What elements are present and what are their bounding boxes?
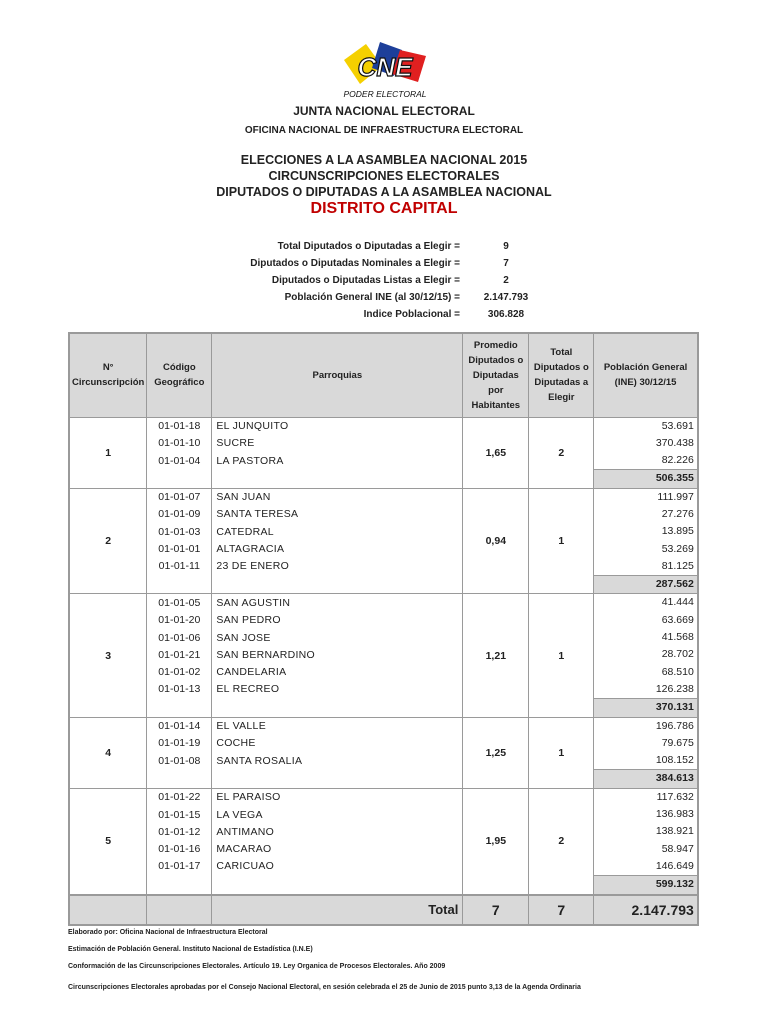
- geo-code: 01-01-06: [158, 631, 201, 644]
- stat-row: [150, 289, 550, 306]
- codes-cell: [147, 594, 212, 717]
- parroquia-population: 28.702: [661, 648, 694, 661]
- subtotal-population: 370.131: [594, 698, 697, 716]
- geo-code: 01-01-13: [158, 683, 201, 696]
- parroquia-name: LA VEGA: [216, 808, 263, 821]
- parroquia-population: 68.510: [661, 665, 694, 678]
- parroquia-population: 82.226: [661, 454, 694, 467]
- geo-code: 01-01-07: [158, 491, 201, 504]
- parroquia-population: 117.632: [656, 790, 694, 803]
- parroquia-name: EL JUNQUITO: [216, 420, 289, 432]
- promedio-value: 1,95: [463, 788, 529, 894]
- subtotal-population: 506.355: [594, 469, 697, 487]
- stat-value: 306.828: [487, 309, 525, 320]
- spacer: [212, 470, 462, 487]
- geo-code: 01-01-05: [158, 596, 201, 609]
- spacer: [212, 770, 462, 787]
- stat-label: Diputados o Diputadas Listas a Elegir =: [271, 275, 460, 286]
- geo-code: 01-01-20: [158, 614, 201, 627]
- geo-code: 01-01-08: [158, 754, 201, 767]
- parroquia-population: 41.444: [661, 596, 694, 609]
- parroquias-cell: [212, 788, 463, 894]
- header-promedio: Promedio Diputados o Diputadas por Habitantes: [463, 333, 529, 417]
- subtotal-population: 287.562: [594, 575, 697, 593]
- parroquia-population: 370.438: [655, 436, 694, 449]
- header-total: Total Diputados o Diputadas a Elegir: [529, 333, 594, 417]
- total-prom: 7: [463, 895, 529, 925]
- deputies-title: DIPUTADOS O DIPUTADAS A LA ASAMBLEA NACIONAL: [216, 185, 552, 199]
- parroquia-name: COCHE: [216, 737, 256, 750]
- parroquia-name: SANTA TERESA: [216, 508, 299, 521]
- deputies-value: 1: [529, 594, 594, 717]
- parroquia-population: 41.568: [661, 631, 694, 644]
- parroquia-population: 136.983: [655, 808, 694, 821]
- geo-code: 01-01-12: [158, 825, 201, 838]
- parroquia-population: 13.895: [661, 525, 694, 538]
- logo-text: CNE: [357, 52, 413, 82]
- codes-cell: [147, 417, 212, 488]
- parroquia-population: 81.125: [661, 559, 694, 572]
- parroquia-name: CANDELARIA: [216, 666, 287, 679]
- deputies-value: 1: [529, 717, 594, 788]
- district-title: DISTRITO CAPITAL: [310, 200, 458, 217]
- deputies-value: 2: [529, 417, 594, 488]
- stat-row: [150, 255, 550, 272]
- parroquia-name: SAN JOSE: [216, 631, 271, 644]
- geo-code: 01-01-18: [158, 420, 201, 432]
- parroquia-population: 27.276: [661, 507, 694, 520]
- circumscriptions-table: [68, 332, 699, 926]
- circ-number: 2: [69, 488, 147, 594]
- parroquia-name: ALTAGRACIA: [216, 543, 285, 556]
- total-population: 2.147.793: [594, 895, 698, 925]
- stat-value: 2.147.793: [483, 292, 529, 303]
- population-cell: [594, 488, 698, 594]
- promedio-value: 0,94: [463, 488, 529, 594]
- stat-label: Diputados o Diputadas Nominales a Elegir =: [250, 258, 460, 269]
- circ-number: 5: [69, 788, 147, 894]
- spacer: [147, 699, 211, 716]
- parroquia-population: 53.691: [661, 419, 694, 432]
- stat-row: [150, 238, 550, 255]
- office-title: OFICINA NACIONAL DE INFRAESTRUCTURA ELECTORAL: [244, 125, 524, 136]
- circ-group-row: [69, 788, 698, 894]
- header-code: Código Geográfico: [147, 333, 212, 417]
- total-row: [69, 895, 698, 925]
- parroquia-population: 146.649: [655, 859, 694, 872]
- codes-cell: [147, 717, 212, 788]
- parroquia-name: SANTA ROSALIA: [216, 754, 303, 767]
- parroquias-cell: [212, 417, 463, 488]
- total-label: Total: [212, 895, 463, 925]
- promedio-value: 1,21: [463, 594, 529, 717]
- population-cell: [594, 417, 698, 488]
- geo-code: 01-01-01: [158, 543, 201, 556]
- header-population: Población General (INE) 30/12/15: [594, 333, 698, 417]
- parroquia-population: 196.786: [655, 719, 694, 732]
- parroquias-cell: [212, 594, 463, 717]
- circ-title: CIRCUNSCRIPCIONES ELECTORALES: [268, 169, 500, 183]
- parroquia-name: 23 DE ENERO: [216, 560, 290, 573]
- geo-code: 01-01-11: [158, 560, 200, 573]
- spacer: [212, 576, 462, 593]
- subtotal-population: 599.132: [594, 875, 697, 893]
- parroquia-name: EL RECREO: [216, 683, 280, 696]
- parroquia-name: SAN JUAN: [216, 491, 271, 504]
- subtotal-population: 384.613: [594, 769, 697, 787]
- geo-code: 01-01-15: [158, 808, 201, 821]
- circ-group-row: [69, 488, 698, 594]
- geo-code: 01-01-14: [158, 720, 201, 733]
- circ-group-row: [69, 717, 698, 788]
- promedio-value: 1,25: [463, 717, 529, 788]
- spacer: [147, 876, 211, 893]
- summary-stats: [150, 238, 550, 323]
- parroquia-name: EL VALLE: [216, 720, 266, 733]
- geo-code: 01-01-17: [158, 860, 201, 873]
- circ-number: 4: [69, 717, 147, 788]
- circ-number: 1: [69, 417, 147, 488]
- codes-cell: [147, 488, 212, 594]
- population-cell: [594, 594, 698, 717]
- total-empty: [69, 895, 147, 925]
- stat-row: [150, 272, 550, 289]
- stat-label: Total Diputados o Diputadas a Elegir =: [277, 241, 460, 252]
- note-elaborado: Elaborado por: Oficina Nacional de Infraestructura Electoral: [68, 929, 268, 936]
- parroquia-name: LA PASTORA: [216, 454, 284, 467]
- header-circ: N° Circunscripción: [69, 333, 147, 417]
- geo-code: 01-01-19: [158, 737, 201, 750]
- total-empty: [147, 895, 212, 925]
- parroquia-name: EL PARAISO: [216, 791, 281, 804]
- total-deputies: 7: [529, 895, 594, 925]
- stat-value: 7: [503, 258, 509, 269]
- stat-row: [150, 306, 550, 323]
- spacer: [147, 770, 211, 787]
- geo-code: 01-01-02: [158, 666, 201, 679]
- population-cell: [594, 717, 698, 788]
- org-title: JUNTA NACIONAL ELECTORAL: [293, 104, 475, 118]
- deputies-value: 1: [529, 488, 594, 594]
- geo-code: 01-01-16: [158, 843, 201, 856]
- geo-code: 01-01-10: [158, 437, 201, 450]
- spacer: [212, 876, 462, 893]
- election-title: ELECCIONES A LA ASAMBLEA NACIONAL 2015: [240, 153, 528, 167]
- parroquia-population: 108.152: [655, 754, 694, 767]
- parroquia-population: 53.269: [661, 542, 694, 555]
- geo-code: 01-01-04: [158, 454, 201, 467]
- parroquias-cell: [212, 717, 463, 788]
- parroquia-name: SAN BERNARDINO: [216, 648, 316, 661]
- note-conformacion: Conformación de las Circunscripciones Electorales. Artículo 19. Ley Organica de Procesos Electorales. Año 2009: [68, 963, 446, 970]
- parroquia-name: ANTIMANO: [216, 825, 275, 838]
- stat-label: Población General INE (al 30/12/15) =: [284, 292, 460, 303]
- circ-group-row: [69, 417, 698, 488]
- parroquia-population: 126.238: [655, 682, 694, 695]
- geo-code: 01-01-22: [158, 791, 201, 804]
- spacer: [147, 576, 211, 593]
- parroquia-name: MACARAO: [216, 843, 272, 856]
- deputies-value: 2: [529, 788, 594, 894]
- geo-code: 01-01-03: [158, 525, 201, 538]
- geo-code: 01-01-21: [158, 648, 201, 661]
- stat-value: 9: [503, 241, 509, 252]
- codes-cell: [147, 788, 212, 894]
- parroquia-name: SAN AGUSTIN: [216, 596, 291, 609]
- logo-subtitle: PODER ELECTORAL: [343, 89, 427, 99]
- parroquias-cell: [212, 488, 463, 594]
- header-parroquias: Parroquias: [212, 333, 463, 417]
- circ-group-row: [69, 594, 698, 717]
- parroquia-population: 58.947: [661, 842, 694, 855]
- stat-label: Indice Poblacional =: [363, 309, 460, 320]
- parroquia-population: 111.997: [657, 490, 694, 503]
- parroquia-population: 138.921: [655, 825, 694, 838]
- cne-logo: [330, 36, 440, 100]
- parroquia-name: CARICUAO: [216, 860, 275, 873]
- promedio-value: 1,65: [463, 417, 529, 488]
- parroquia-name: SUCRE: [216, 437, 255, 450]
- parroquia-name: CATEDRAL: [216, 525, 274, 538]
- stat-value: 2: [503, 275, 509, 286]
- geo-code: 01-01-09: [158, 508, 201, 521]
- parroquia-name: SAN PEDRO: [216, 614, 281, 627]
- population-cell: [594, 788, 698, 894]
- table-body: [69, 417, 698, 895]
- parroquia-population: 79.675: [661, 736, 694, 749]
- parroquia-population: 63.669: [661, 613, 694, 626]
- note-aprobadas: Circunscripciones Electorales aprobadas por el Consejo Nacional Electoral, en sesión celebrada el 25 de Junio de 2015 punto 3,13 de la Agenda Ordinaria: [68, 984, 581, 991]
- note-estimacion: Estimación de Población General. Instituto Nacional de Estadística (I.N.E): [68, 946, 313, 953]
- circ-number: 3: [69, 594, 147, 717]
- spacer: [147, 470, 211, 487]
- spacer: [212, 699, 462, 716]
